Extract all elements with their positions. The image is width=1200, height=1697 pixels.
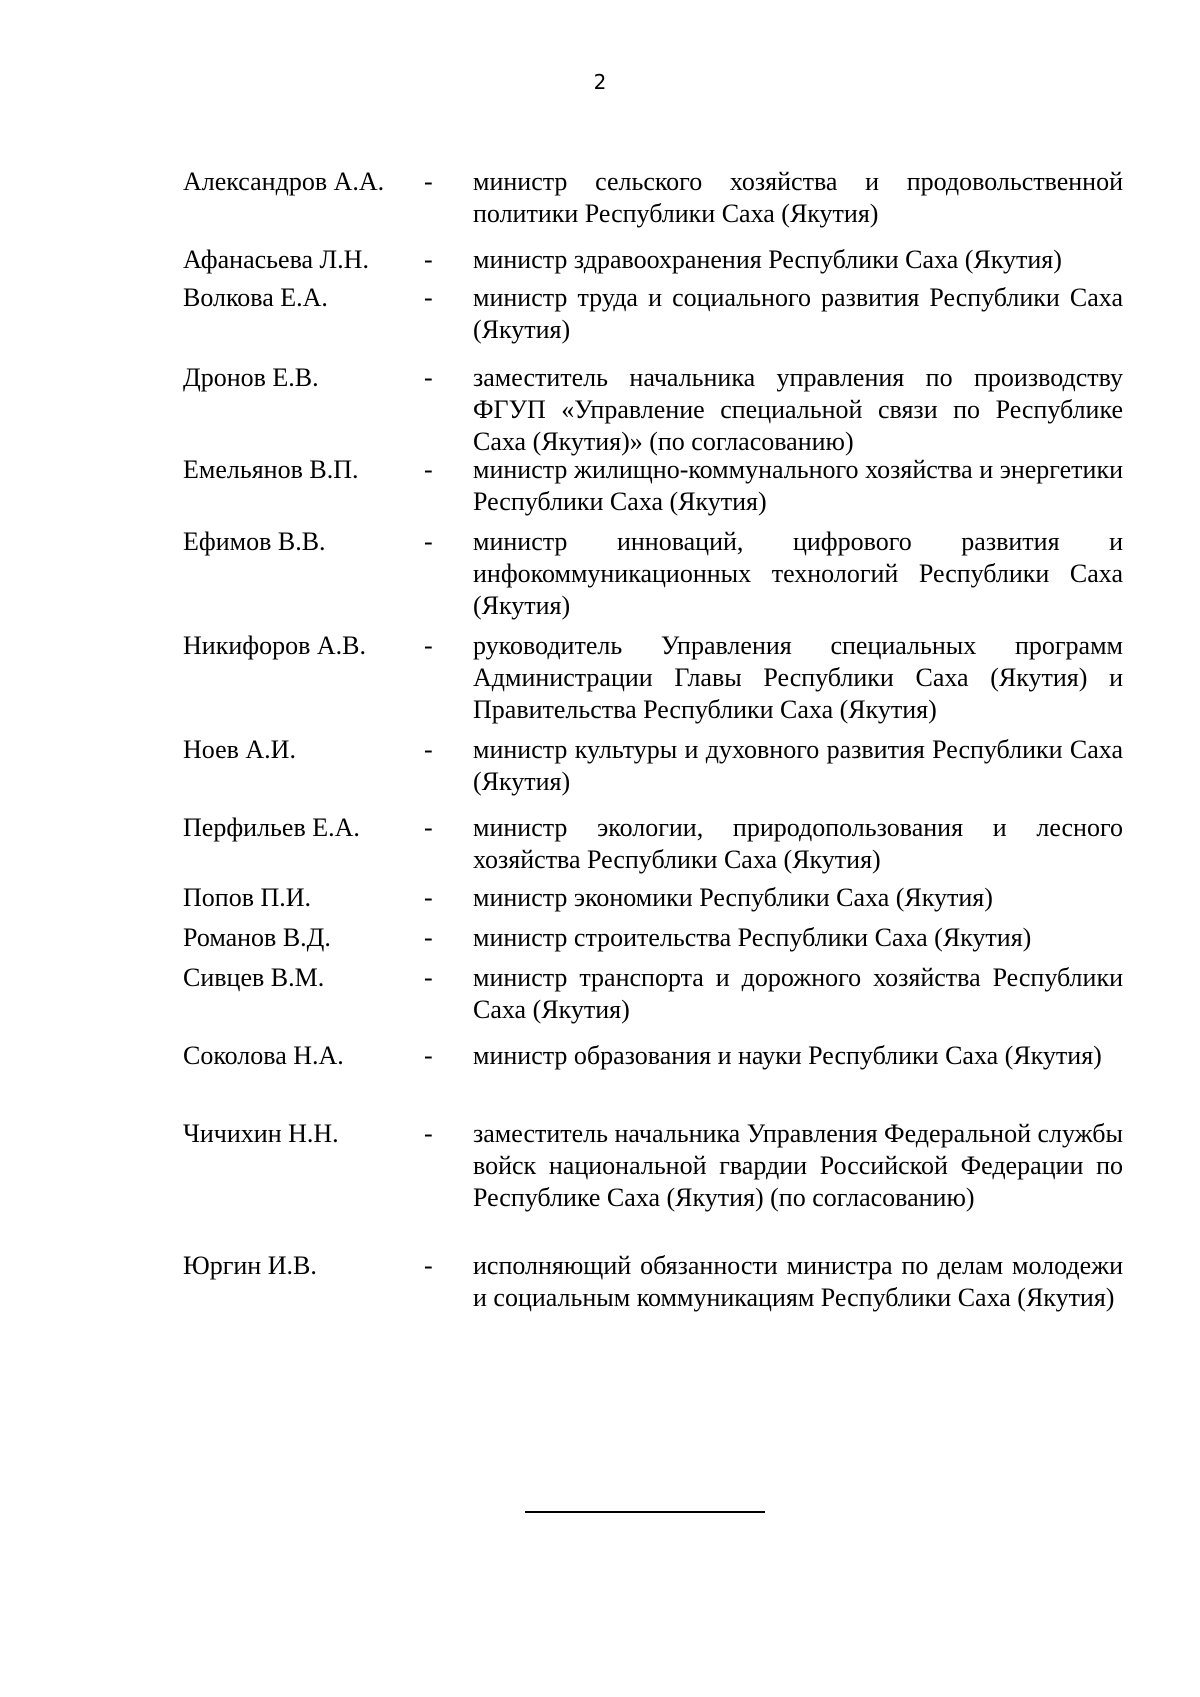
member-name: Александров А.А. bbox=[183, 167, 385, 196]
member-position: министр экологии, природопользования и лесного хозяйства Республики Саха (Якутия) bbox=[473, 813, 1123, 874]
member-position: министр здравоохранения Республики Саха (Якутия) bbox=[473, 245, 1062, 274]
member-dash: - bbox=[424, 245, 433, 274]
member-position: министр экономики Республики Саха (Якутия) bbox=[473, 883, 993, 912]
member-name: Емельянов В.П. bbox=[183, 455, 359, 484]
end-divider-line bbox=[525, 1511, 765, 1513]
member-name: Дронов Е.В. bbox=[183, 363, 319, 392]
member-name: Волкова Е.А. bbox=[183, 283, 328, 312]
member-position: министр труда и социального развития Республики Саха (Якутия) bbox=[473, 283, 1123, 344]
member-position: заместитель начальника управления по производству ФГУП «Управление специальной связи по Республике Саха (Якутия)» (по согласованию) bbox=[473, 363, 1123, 456]
member-name: Ефимов В.В. bbox=[183, 527, 326, 556]
member-name: Соколова Н.А. bbox=[183, 1041, 344, 1070]
page-number: 2 bbox=[593, 70, 607, 94]
member-position: министр образования и науки Республики Саха (Якутия) bbox=[473, 1041, 1102, 1070]
member-dash: - bbox=[424, 1041, 433, 1070]
member-dash: - bbox=[424, 455, 433, 484]
member-position: руководитель Управления специальных программ Администрации Главы Республики Саха (Якутия) и Правительства Республики Саха (Якутия) bbox=[473, 631, 1123, 724]
member-position: министр транспорта и дорожного хозяйства Республики Саха (Якутия) bbox=[473, 963, 1123, 1024]
member-dash: - bbox=[424, 527, 433, 556]
member-dash: - bbox=[424, 167, 433, 196]
member-name: Романов В.Д. bbox=[183, 923, 331, 952]
member-position: министр инноваций, цифрового развития и инфокоммуникационных технологий Республики Саха (Якутия) bbox=[473, 527, 1123, 620]
member-dash: - bbox=[424, 283, 433, 312]
member-position: исполняющий обязанности министра по делам молодежи и социальным коммуникациям Республики Саха (Якутия) bbox=[473, 1251, 1123, 1312]
member-name: Попов П.И. bbox=[183, 883, 312, 912]
member-name: Ноев А.И. bbox=[183, 735, 296, 764]
member-dash: - bbox=[424, 631, 433, 660]
member-position: министр строительства Республики Саха (Якутия) bbox=[473, 923, 1032, 952]
member-dash: - bbox=[424, 963, 433, 992]
member-name: Сивцев В.М. bbox=[183, 963, 325, 992]
member-position: заместитель начальника Управления Федеральной службы войск национальной гвардии Российской Федерации по Республике Саха (Якутия) (по согласованию) bbox=[473, 1119, 1123, 1212]
member-dash: - bbox=[424, 883, 433, 912]
member-name: Перфильев Е.А. bbox=[183, 813, 360, 842]
member-dash: - bbox=[424, 1251, 433, 1280]
member-position: министр культуры и духовного развития Республики Саха (Якутия) bbox=[473, 735, 1123, 796]
member-dash: - bbox=[424, 363, 433, 392]
member-name: Никифоров А.В. bbox=[183, 631, 366, 660]
member-dash: - bbox=[424, 813, 433, 842]
member-position: министр жилищно-коммунального хозяйства и энергетики Республики Саха (Якутия) bbox=[473, 455, 1123, 516]
member-position: министр сельского хозяйства и продовольственной политики Республики Саха (Якутия) bbox=[473, 167, 1123, 228]
member-name: Афанасьева Л.Н. bbox=[183, 245, 369, 274]
member-dash: - bbox=[424, 923, 433, 952]
member-name: Юргин И.В. bbox=[183, 1251, 317, 1280]
member-name: Чичихин Н.Н. bbox=[183, 1119, 339, 1148]
member-dash: - bbox=[424, 735, 433, 764]
member-dash: - bbox=[424, 1119, 433, 1148]
